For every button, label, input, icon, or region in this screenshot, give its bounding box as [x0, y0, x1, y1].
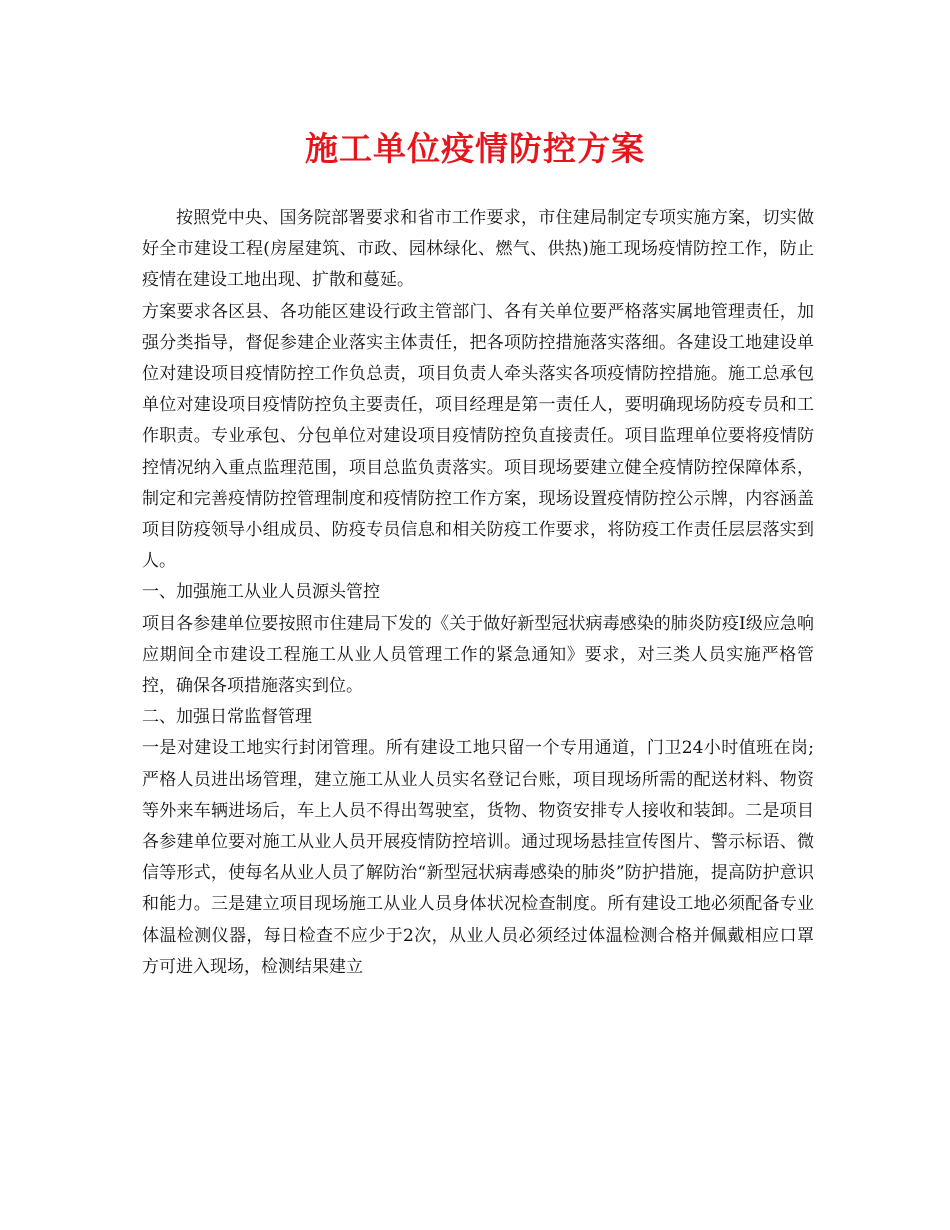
document-body	[142, 203, 814, 983]
document-title: 施工单位疫情防控方案	[305, 129, 645, 168]
section-2-paragraph: 一是对建设工地实行封闭管理。所有建设工地只留一个专用通道，门卫24小时值班在岗;严格人员进出场管理，建立施工从业人员实名登记台账，项目现场所需的配送材料、物资等外来车辆进场后，车上人员不得出驾驶室，货物、物资安排专人接收和装卸。二是项目各参建单位要对施工从业人员开展疫情防控培训。通过现场悬挂宣传图片、警示标语、微信等形式，使每名从业人员了解防治“新型冠状病毒感染的肺炎”防护措施，提高防护意识和能力。三是建立项目现场施工从业人员身体状况检查制度。所有建设工地必须配备专业体温检测仪器，每日检查不应少于2次，从业人员必须经过体温检测合格并佩戴相应口罩方可进入现场，检测结果建立	[142, 738, 814, 977]
requirements-paragraph: 方案要求各区县、各功能区建设行政主管部门、各有关单位要严格落实属地管理责任，加强分类指导，督促参建企业落实主体责任，把各项防控措施落实落细。各建设工地建设单位对建设项目疫情防控工作负总责，项目负责人牵头落实各项疫情防控措施。施工总承包单位对建设项目疫情防控负主要责任，项目经理是第一责任人，要明确现场防疫专员和工作职责。专业承包、分包单位对建设项目疫情防控负直接责任。项目监理单位要将疫情防控情况纳入重点监理范围，项目总监负责落实。项目现场要建立健全疫情防控保障体系，制定和完善疫情防控管理制度和疫情防控工作方案，现场设置疫情防控公示牌，内容涵盖项目防疫领导小组成员、防疫专员信息和相关防疫工作要求，将防疫工作责任层层落实到人。	[142, 301, 814, 572]
section-1-paragraph: 项目各参建单位要按照市住建局下发的《关于做好新型冠状病毒感染的肺炎防疫Ⅰ级应急响应期间全市建设工程施工从业人员管理工作的紧急通知》要求，对三类人员实施严格管控，确保各项措施落实到位。	[142, 613, 814, 697]
section-heading-2: 二、加强日常监督管理	[142, 707, 312, 728]
section-heading-1: 一、加强施工从业人员源头管控	[142, 582, 380, 603]
intro-paragraph: 按照党中央、国务院部署要求和省市工作要求，市住建局制定专项实施方案，切实做好全市建设工程(房屋建筑、市政、园林绿化、燃气、供热)施工现场疫情防控工作，防止疫情在建设工地出现、扩散和蔓延。	[142, 208, 814, 291]
